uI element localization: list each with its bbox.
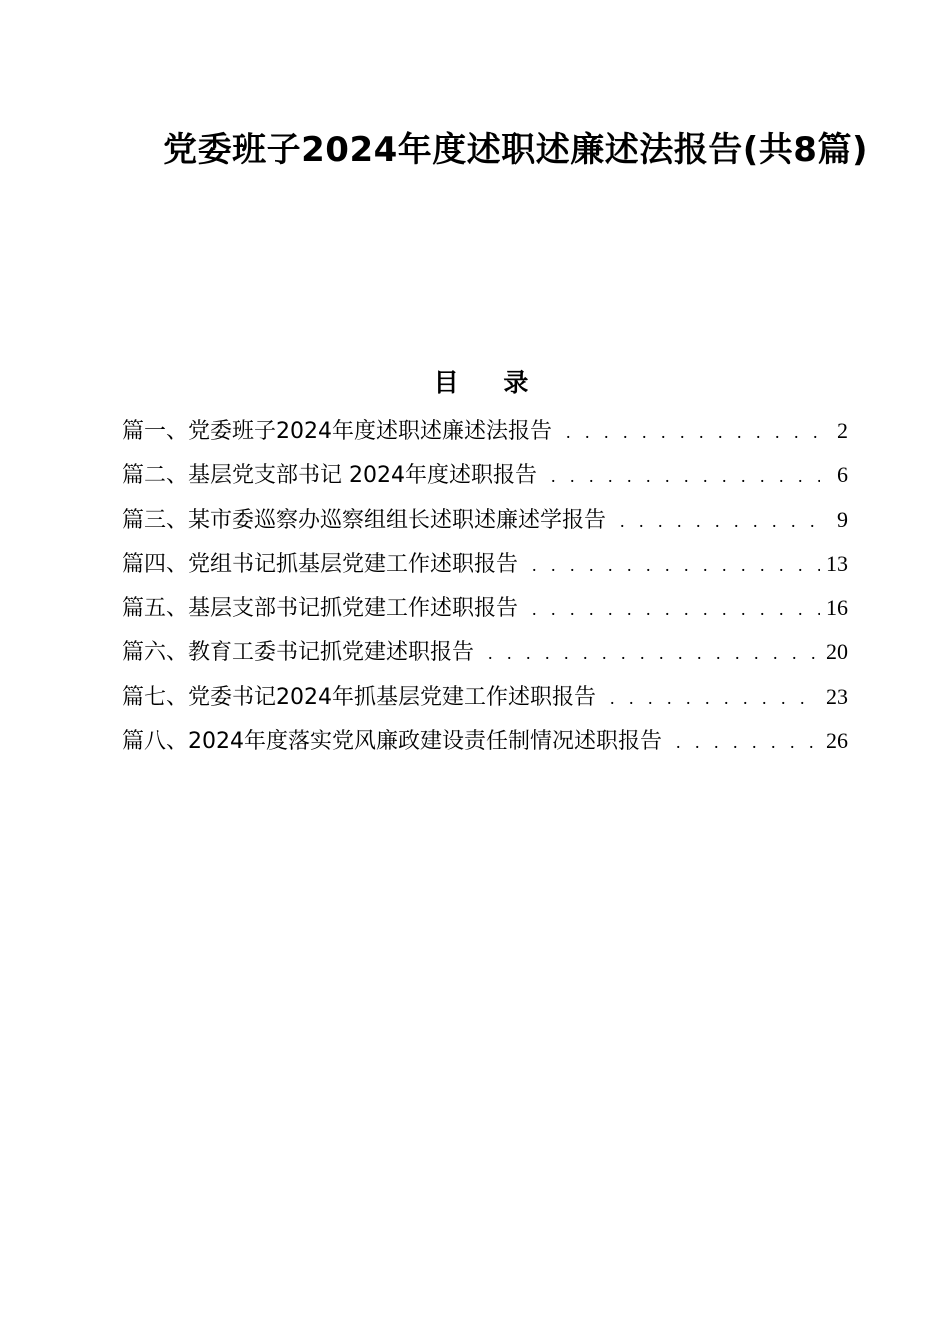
toc-entry-page: 23 [826,683,848,709]
toc-entry-3[interactable] [122,503,848,547]
toc-entry-label: 篇二、基层党支部书记 2024年度述职报告 [122,463,537,489]
toc-entry-label: 篇三、某市委巡察办巡察组组长述职述廉述学报告 [122,507,607,533]
toc-entry-page: 20 [826,639,848,665]
toc-entry-6[interactable] [122,635,848,679]
dot-leader [620,504,820,538]
toc-entry-page: 13 [826,550,848,576]
toc-entry-page: 16 [826,595,848,621]
toc-entry-page: 26 [826,728,848,754]
toc-entry-label: 篇四、党组书记抓基层党建工作述职报告 [122,551,519,577]
toc-entry-label: 篇一、党委班子2024年度述职述廉述法报告 [122,419,552,444]
toc-entry-page: 6 [837,462,848,488]
table-of-contents [122,414,848,768]
toc-entry-page: 9 [837,506,848,532]
toc-entry-7[interactable] [122,680,848,724]
dot-leader [532,592,820,626]
dot-leader [676,725,820,759]
toc-heading: 目 录 [433,368,547,397]
toc-entry-label: 篇六、教育工委书记抓党建述职报告 [122,640,475,666]
toc-entry-4[interactable] [122,547,848,591]
toc-entry-label: 篇七、党委书记2024年抓基层党建工作述职报告 [122,684,596,710]
toc-entry-5[interactable] [122,591,848,635]
dot-leader [551,459,820,493]
toc-entry-page: 2 [837,418,848,443]
toc-entry-8[interactable] [122,724,848,768]
toc-entry-2[interactable] [122,458,848,502]
dot-leader [532,548,820,582]
document-title: 党委班子2024年度述职述廉述法报告(共8篇) [163,130,868,170]
dot-leader [566,415,820,449]
dot-leader [488,636,820,670]
toc-entry-label: 篇五、基层支部书记抓党建工作述职报告 [122,596,519,622]
toc-entry-label: 篇八、2024年度落实党风廉政建设责任制情况述职报告 [122,729,662,755]
toc-entry-1[interactable] [122,414,848,458]
dot-leader [610,681,820,715]
